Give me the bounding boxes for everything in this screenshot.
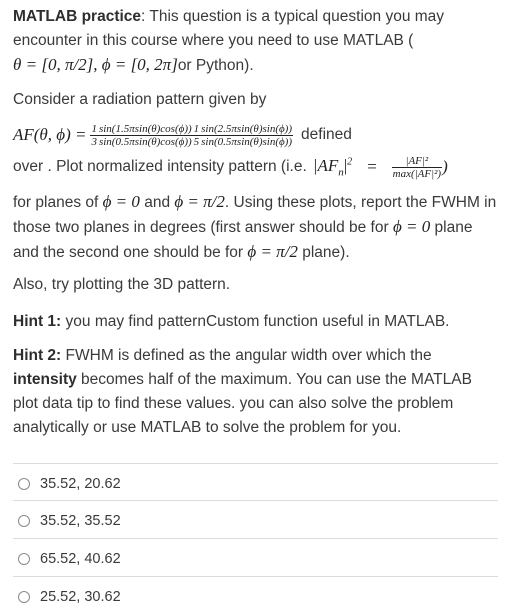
phi-zero-math: ϕ = 0 [102, 192, 140, 211]
hint2-text: becomes half of the maximum. You can use the MATLAB plot data tip to find these values. you can also solve the problem analytically or use MATLAB to solve the problem for you. [13, 371, 472, 436]
af-superscript: 2 [347, 156, 353, 168]
answer-option-4[interactable] [18, 587, 121, 607]
answer-option-1[interactable] [18, 474, 121, 494]
fraction-1-5 [193, 123, 201, 148]
fraction-sin-sin [200, 123, 293, 148]
frac-den: 5 [193, 135, 200, 148]
planes-text: plane). [297, 244, 350, 261]
frac-num: |AF|² [405, 154, 429, 167]
intro-label: MATLAB practice [13, 8, 142, 25]
intro-math: θ = [0, π/2], ϕ = [0, 2π] [13, 55, 178, 74]
intro-text: : This question is a typical question you may encounter in this course where you need to use MATLAB ( [13, 8, 445, 49]
answer-label: 35.52, 35.52 [40, 513, 121, 529]
answer-label: 25.52, 30.62 [40, 589, 121, 605]
divider [13, 576, 498, 577]
defined-text: defined [301, 126, 352, 143]
hint1-label: Hint 1: [13, 313, 62, 330]
planes-paragraph [13, 190, 498, 265]
divider [13, 500, 498, 501]
frac-num: 1 [91, 122, 97, 135]
answer-option-2[interactable] [18, 511, 121, 531]
intro-paragraph [13, 5, 498, 78]
phi-half-pi-math: ϕ = π/2 [174, 192, 225, 211]
formula-line [13, 118, 503, 152]
planes-text: plane and the second one should be for [13, 219, 473, 261]
radio-button[interactable] [18, 591, 30, 603]
over-text: over . Plot normalized intensity pattern (i.e. [13, 158, 307, 175]
equals-sign: = [366, 157, 378, 176]
frac-den: sin(0.5πsin(θ)sin(ϕ)) [201, 135, 293, 148]
radio-button[interactable] [18, 515, 30, 527]
consider-text: Consider a radiation pattern given by [13, 91, 267, 108]
planes-text: for planes of [13, 194, 103, 211]
normalized-fraction [392, 155, 442, 180]
af-symbol: |AF [312, 155, 339, 175]
close-paren: ) [442, 157, 448, 176]
hint1-paragraph [13, 310, 498, 334]
hint2-text: FWHM is defined as the angular width over which the [61, 347, 432, 364]
frac-den: max(|AF|²) [392, 167, 442, 180]
frac-den: sin(0.5πsin(θ)cos(ϕ)) [98, 135, 192, 148]
answer-label: 65.52, 40.62 [40, 551, 121, 567]
also-text: Also, try plotting the 3D pattern. [13, 276, 231, 293]
radio-button[interactable] [18, 478, 30, 490]
fraction-1-3 [90, 123, 98, 148]
answer-option-3[interactable] [18, 549, 121, 569]
phi-half-pi-math: ϕ = π/2 [247, 242, 298, 261]
fraction-sin-cos [98, 123, 193, 148]
hint2-bold-intensity: intensity [13, 371, 77, 388]
divider [13, 538, 498, 539]
answer-label: 35.52, 20.62 [40, 476, 121, 492]
frac-num: 1 [193, 122, 200, 135]
planes-text: . Using these plots, report the FWHM in those two planes in degrees (first answer should be for [13, 194, 497, 236]
frac-num: sin(1.5πsin(θ)cos(ϕ)) [98, 122, 192, 135]
hint1-text: you may find patternCustom function useful in MATLAB. [61, 313, 450, 330]
intro-text-end: or Python). [177, 57, 254, 74]
divider [13, 463, 498, 464]
hint2-label: Hint 2: [13, 347, 62, 364]
frac-num: sin(2.5πsin(θ)sin(ϕ)) [201, 122, 293, 135]
phi-zero-math: ϕ = 0 [392, 217, 431, 236]
radio-button[interactable] [18, 553, 30, 565]
af-subscript: n [338, 166, 344, 179]
hint2-paragraph [13, 344, 498, 440]
frac-den: 3 [91, 135, 97, 148]
formula-lhs: AF(θ, ϕ) = [13, 125, 87, 144]
over-line [13, 150, 503, 184]
planes-text: and [139, 194, 175, 211]
normalized-lhs: $|AF_n|^2$ [312, 155, 353, 179]
